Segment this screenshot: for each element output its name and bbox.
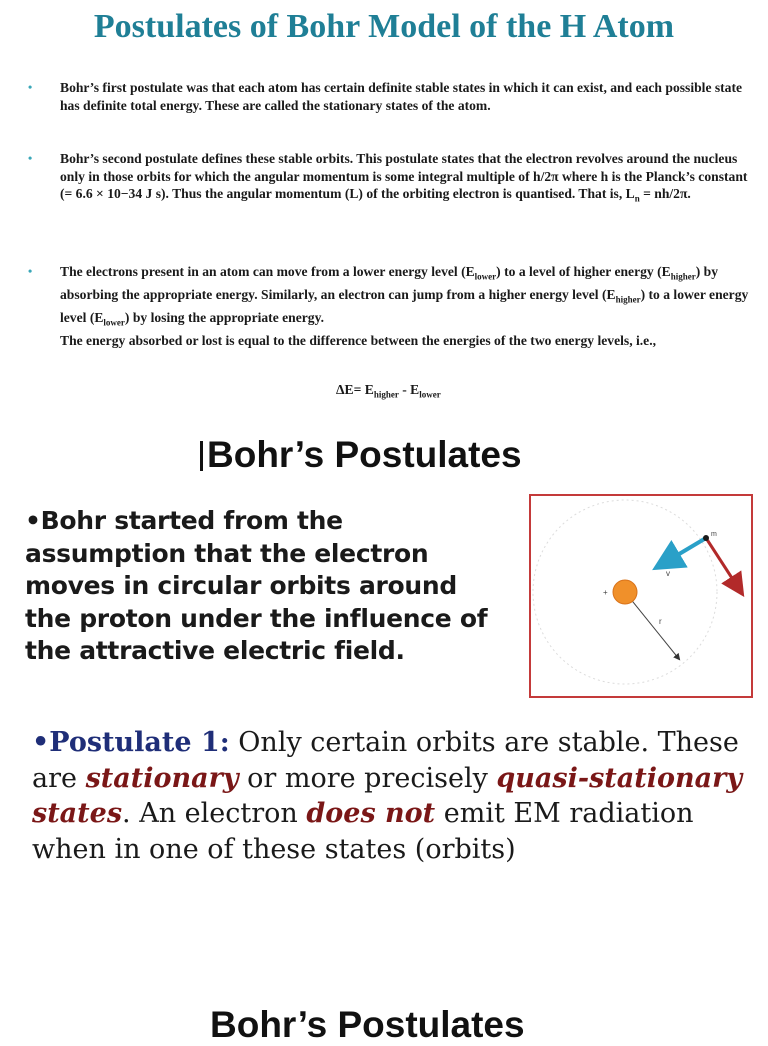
equation-part: ΔE= E bbox=[336, 382, 374, 397]
bullet-dot-icon: • bbox=[28, 264, 33, 278]
postulate-1-paragraph bbox=[32, 725, 752, 867]
bullet-text bbox=[60, 263, 758, 333]
bullet-dot-icon: • bbox=[28, 151, 33, 165]
energy-difference-note: The energy absorbed or lost is equal to the difference between the energies of the two energy levels, i.e., bbox=[60, 333, 657, 348]
emphasis-quasi-stationary: quasi-stationary states bbox=[32, 762, 743, 829]
bullet-postulate-first bbox=[28, 79, 758, 114]
equation-part: - E bbox=[398, 382, 420, 397]
energy-equation bbox=[336, 382, 441, 400]
next-section-heading: Bohr’s Postulates bbox=[210, 1004, 525, 1045]
heading-tick bbox=[200, 441, 203, 471]
emphasis-stationary: stationary bbox=[85, 762, 239, 794]
postulate-bullet: • bbox=[32, 727, 50, 758]
velocity-arrow bbox=[659, 538, 706, 566]
subscript-lower: lower bbox=[419, 389, 441, 400]
subscript-n: n bbox=[634, 193, 640, 204]
postulate-text: . An electron bbox=[122, 798, 307, 829]
postulate-text: or more precisely bbox=[238, 762, 497, 794]
radius-label: r bbox=[659, 617, 662, 626]
radius-line bbox=[625, 592, 679, 659]
text-part: The electrons present in an atom can move from a lower energy level (E bbox=[60, 264, 475, 279]
force-arrow bbox=[706, 538, 741, 592]
assumption-paragraph: •Bohr started from the assumption that the electron moves in circular orbits around the proton under the influence of the attractive electric field. bbox=[25, 506, 488, 665]
subscript-higher: higher bbox=[615, 294, 641, 305]
text-part: ) to a lower energy level (E bbox=[60, 287, 749, 326]
subscript-lower: lower bbox=[474, 271, 497, 282]
postulate-label: Postulate 1: bbox=[49, 727, 230, 758]
orbit-diagram bbox=[531, 496, 751, 696]
bullet-text bbox=[60, 150, 758, 208]
section-heading-text: Bohr’s Postulates bbox=[207, 434, 522, 475]
bohr-orbit-figure bbox=[529, 494, 753, 698]
bullet-text-a: Bohr’s second postulate defines these stable orbits. This postulate states that the electron revolves around the nucleus only in those orbits for which the angular momentum is some integral multiple of h/2π where h is the Planck’s constant (= 6.6 × 10−34 J s). Thus the angular momentum (L) of the orbiting electron is quantised. That is, L bbox=[60, 151, 748, 201]
nucleus-proton bbox=[613, 580, 637, 604]
bullet-text-b: = nh/2π. bbox=[639, 186, 691, 201]
bullet-energy-levels bbox=[28, 263, 758, 333]
postulate-text: emit EM radiation when in one of these states (orbits) bbox=[32, 798, 694, 865]
text-part: ) by absorbing the appropriate energy. Similarly, an electron can jump from a higher energy level (E bbox=[60, 264, 719, 303]
bullet-dot-icon: • bbox=[28, 80, 33, 94]
section-heading bbox=[200, 434, 522, 476]
electron-label: m bbox=[711, 531, 717, 538]
bullet-postulate-second bbox=[28, 150, 758, 208]
bullet-text: Bohr’s first postulate was that each atom has certain definite stable states in which it can exist, and each possible state has definite total energy. These are called the stationary states of the atom. bbox=[60, 80, 743, 113]
electron bbox=[703, 535, 709, 541]
subscript-higher: higher bbox=[373, 389, 399, 400]
subscript-higher: higher bbox=[670, 271, 696, 282]
subscript-lower: lower bbox=[103, 318, 125, 329]
emphasis-does-not: does not bbox=[306, 798, 436, 829]
postulate-text: Only certain orbits are stable. These are bbox=[32, 727, 739, 794]
page-title: Postulates of Bohr Model of the H Atom bbox=[93, 8, 675, 45]
text-part: ) to a level of higher energy (E bbox=[496, 264, 671, 279]
text-part: ) by losing the appropriate energy. bbox=[124, 310, 325, 326]
velocity-label: v bbox=[666, 569, 670, 578]
charge-label: + bbox=[603, 588, 608, 597]
